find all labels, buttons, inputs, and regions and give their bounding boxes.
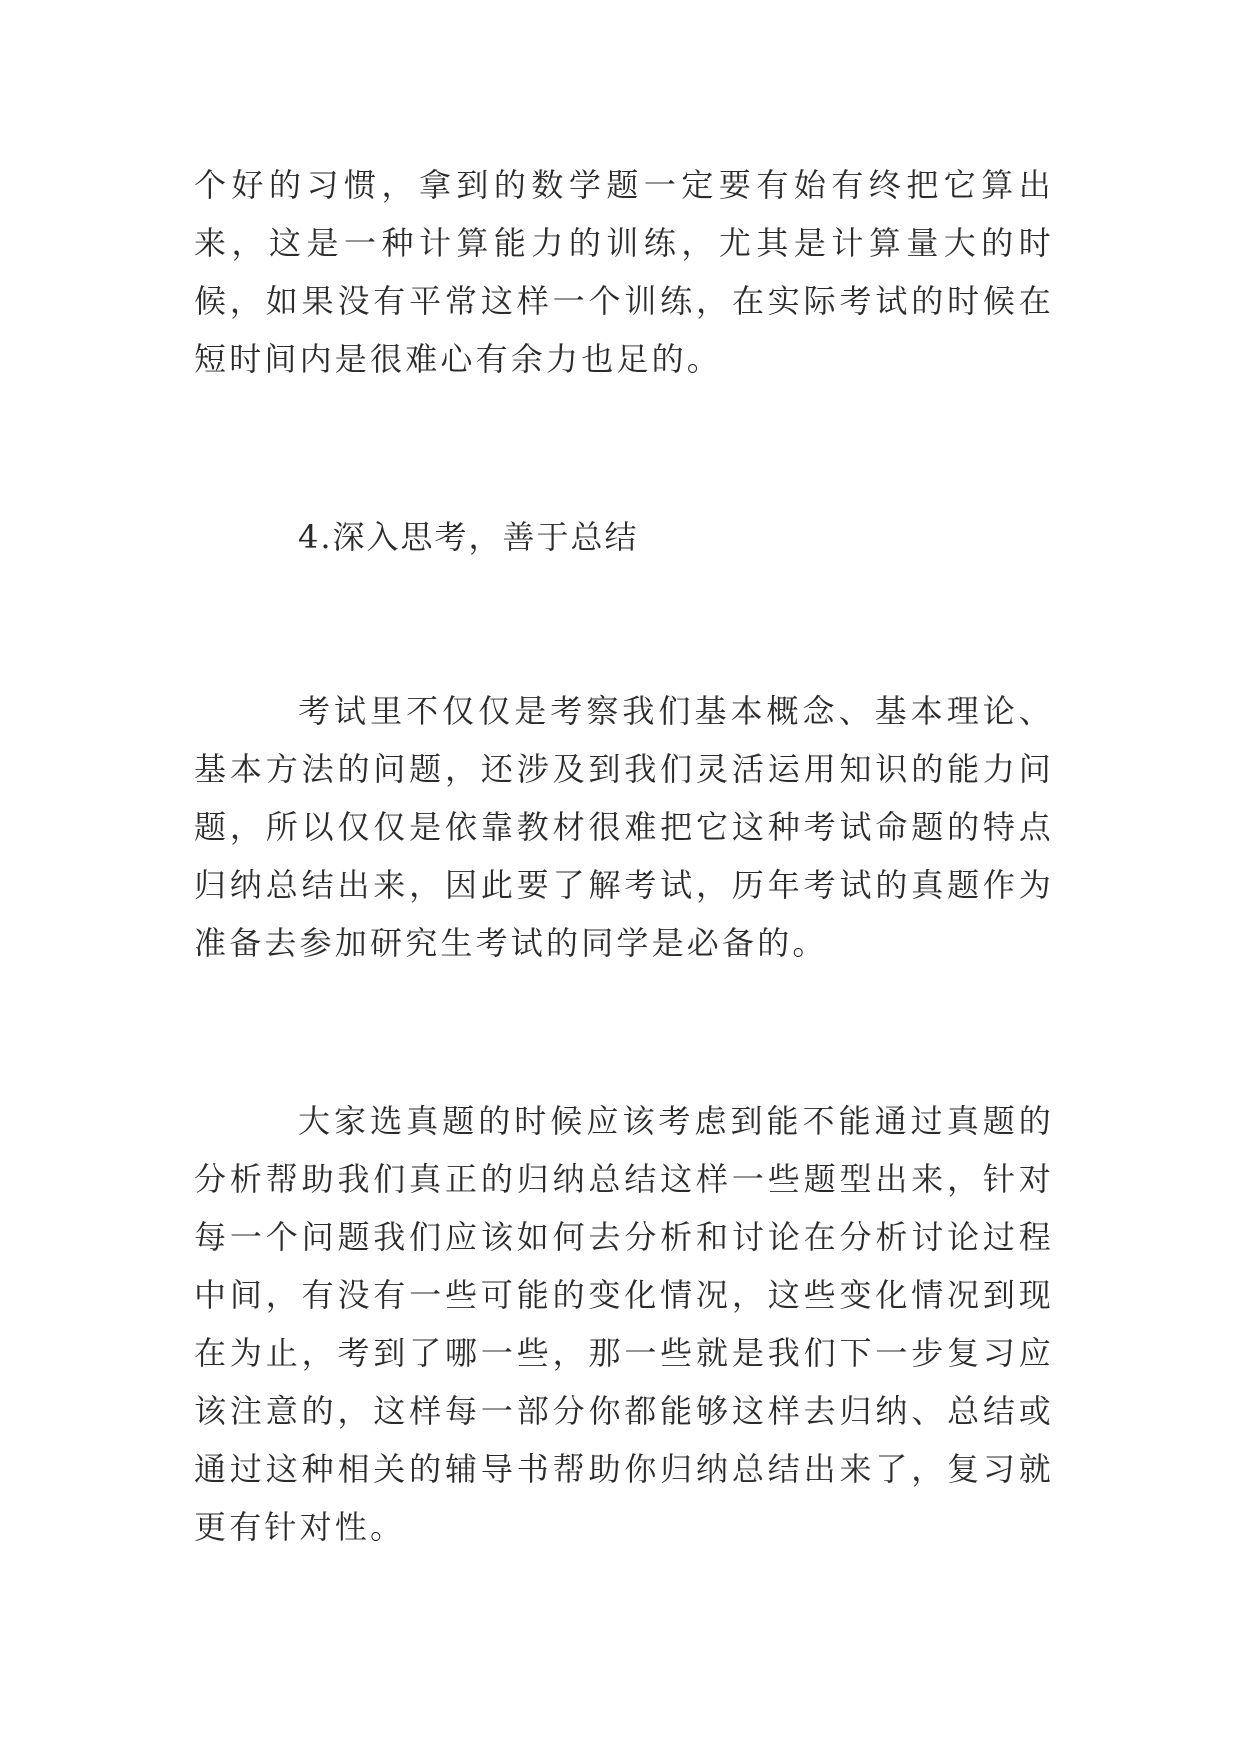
- paragraph-exam-content: 考试里不仅仅是考察我们基本概念、基本理论、基本方法的问题，还涉及到我们灵活运用知识的能力问题，所以仅仅是依靠教材很难把它这种考试命题的特点归纳总结出来，因此要了解考试，历年考试的真题作为准备去参加研究生考试的同学是必备的。: [194, 692, 1054, 962]
- section-heading: 4.深入思考，善于总结: [298, 518, 639, 556]
- paragraph-past-papers: 大家选真题的时候应该考虑到能不能通过真题的分析帮助我们真正的归纳总结这样一些题型出来，针对每一个问题我们应该如何去分析和讨论在分析讨论过程中间，有没有一些可能的变化情况，这些变化情况到现在为止，考到了哪一些，那一些就是我们下一步复习应该注意的，这样每一部分你都能够这样去归纳、总结或通过这种相关的辅导书帮助你归纳总结出来了，复习就更有针对性。: [194, 1102, 1054, 1546]
- paragraph-continuation: 个好的习惯，拿到的数学题一定要有始有终把它算出来，这是一种计算能力的训练，尤其是计算量大的时候，如果没有平常这样一个训练，在实际考试的时候在短时间内是很难心有余力也足的。: [194, 166, 1054, 378]
